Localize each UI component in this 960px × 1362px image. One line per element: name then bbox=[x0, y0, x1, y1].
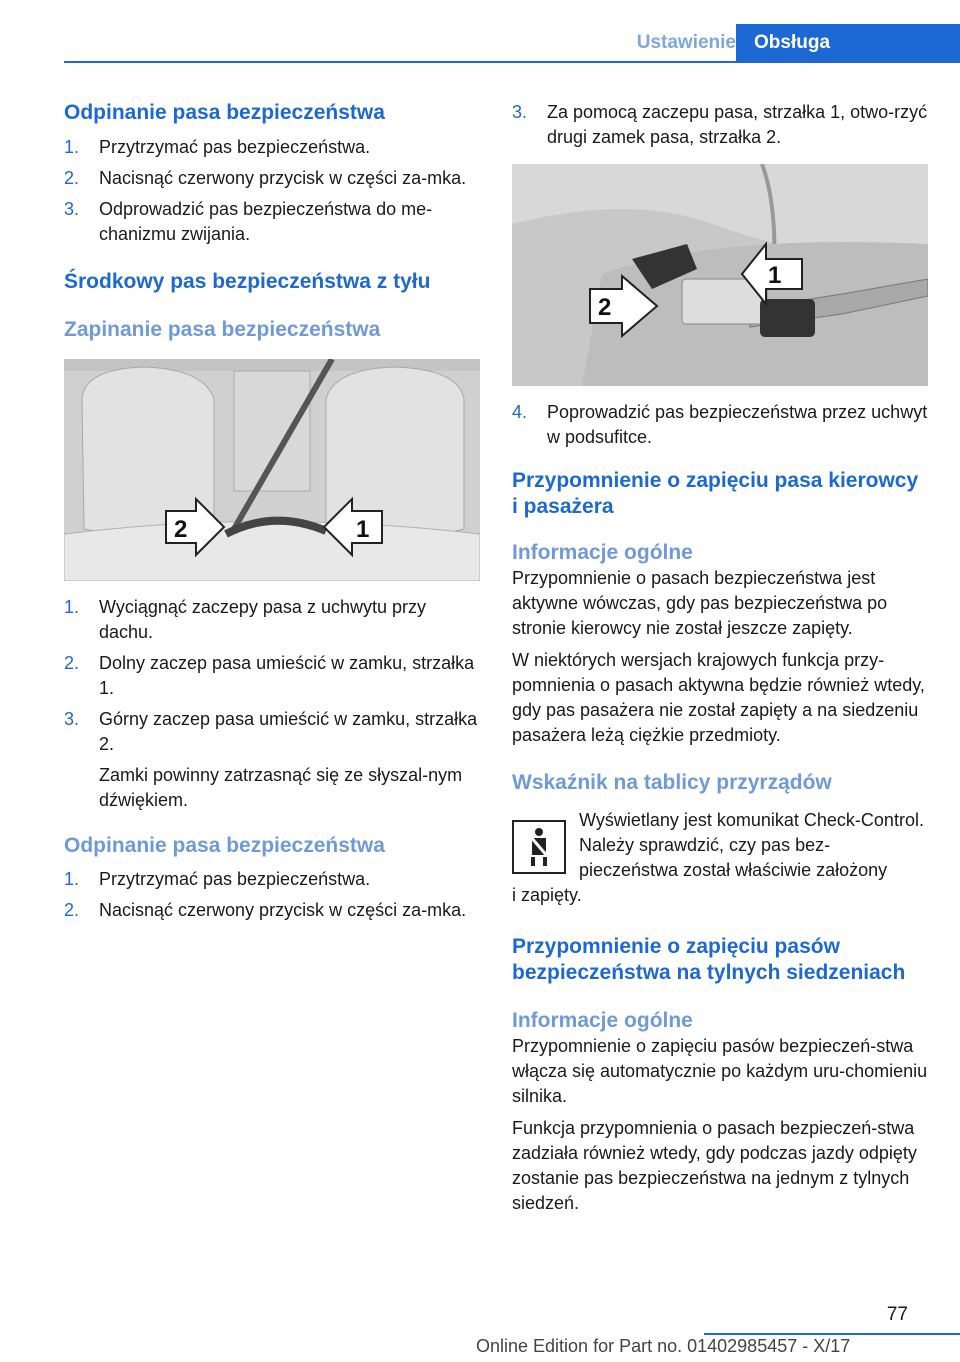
list-open-second-lock bbox=[512, 100, 928, 150]
list-buckle bbox=[64, 595, 480, 757]
list-item bbox=[512, 100, 928, 150]
list-number: 1. bbox=[64, 597, 80, 617]
list-text: Wyciągnąć zaczepy pasa z uchwytu przy dachu. bbox=[99, 597, 426, 642]
heading-unbuckle-center: Odpinanie pasa bezpieczeństwa bbox=[64, 834, 385, 857]
list-number: 2. bbox=[64, 653, 80, 673]
paragraph-rear-unbuckled: Funkcja przypomnienia o pasach bezpieczeń‐stwa zadziała również wtedy, gdy podczas jazdy odpięty zostanie pas bezpieczeństwa na jednym z tylnych siedzeń. bbox=[512, 1118, 917, 1213]
list-text: Dolny zaczep pasa umieścić w zamku, strzałka 1. bbox=[99, 653, 475, 698]
list-text: Przytrzymać pas bezpieczeństwa. bbox=[99, 137, 371, 157]
list-text: Nacisnąć czerwony przycisk w części za‐mka. bbox=[99, 900, 467, 920]
heading-general-info-rear: Informacje ogólne bbox=[512, 1009, 693, 1032]
list-route-belt bbox=[512, 400, 928, 450]
list-number: 2. bbox=[64, 900, 80, 920]
list-item bbox=[64, 135, 480, 160]
indicator-block bbox=[512, 808, 928, 908]
heading-driver-reminder: Przypomnienie o zapięciu pasa kierowcy i pasażera bbox=[512, 469, 919, 518]
list-unbuckle-center bbox=[64, 867, 480, 923]
list-item bbox=[64, 707, 480, 757]
seatbelt-warning-icon bbox=[512, 820, 566, 874]
figure-label-1: 1 bbox=[356, 516, 370, 543]
list-text: Za pomocą zaczepu pasa, strzałka 1, otwo‐rzyć drugi zamek pasa, strzałka 2. bbox=[547, 102, 928, 147]
list-item bbox=[64, 651, 480, 701]
figure-label-1: 1 bbox=[768, 262, 782, 289]
left-column bbox=[64, 100, 480, 929]
list-text: Poprowadzić pas bezpieczeństwa przez uchwyt w podsufitce. bbox=[547, 402, 928, 447]
figure-label-2: 2 bbox=[598, 294, 612, 321]
header-tab-operation: Obsługa bbox=[736, 24, 960, 62]
list-item bbox=[64, 898, 480, 923]
list-item bbox=[64, 595, 480, 645]
paragraph-country-versions: W niektórych wersjach krajowych funkcja przy‐pomnienia o pasach aktywna będzie również wtedy, gdy pas pasażera nie został zapięty a na siedzeniu pasażera leżą ciężkie przedmioty. bbox=[512, 650, 925, 745]
list-text: Nacisnąć czerwony przycisk w części za‐mka. bbox=[99, 168, 467, 188]
list-unbuckle bbox=[64, 135, 480, 247]
paragraph-check-control-end: i zapięty. bbox=[512, 885, 582, 905]
header-tab-setup: Ustawienie bbox=[636, 32, 736, 53]
list-item bbox=[64, 867, 480, 892]
heading-general-info: Informacje ogólne bbox=[512, 541, 693, 564]
list-number: 3. bbox=[64, 709, 80, 729]
list-text: Górny zaczep pasa umieścić w zamku, strzałka 2. bbox=[99, 709, 478, 754]
paragraph-check-control: Wyświetlany jest komunikat Check-Control. Należy sprawdzić, czy pas bez‐pieczeństwa został właściwie założony bbox=[579, 810, 924, 880]
heading-buckle: Zapinanie pasa bezpieczeństwa bbox=[64, 318, 381, 341]
paragraph-reminder-active: Przypomnienie o pasach bezpieczeństwa jest aktywne wówczas, gdy pas bezpieczeństwa po stronie kierowcy nie został jeszcze zapięty. bbox=[512, 568, 888, 638]
list-text: Odprowadzić pas bezpieczeństwa do me‐chanizmu zwijania. bbox=[99, 199, 433, 244]
paragraph-auto-activate: Przypomnienie o zapięciu pasów bezpieczeń‐stwa włącza się automatycznie po każdym uru‐chomieniu silnika. bbox=[512, 1036, 928, 1106]
heading-instrument-indicator: Wskaźnik na tablicy przyrządów bbox=[512, 771, 832, 794]
page-number: 77 bbox=[886, 1304, 908, 1325]
figure-second-lock bbox=[512, 164, 928, 386]
heading-rear-reminder: Przypomnienie o zapięciu pasów bezpieczeństwa na tylnych siedzeniach bbox=[512, 935, 906, 984]
heading-center-belt: Środkowy pas bezpieczeństwa z tyłu bbox=[64, 270, 431, 293]
list-number: 3. bbox=[512, 102, 528, 122]
footer-edition: Online Edition for Part no. 01402985457 - X/17 bbox=[476, 1336, 851, 1356]
list-item bbox=[64, 166, 480, 191]
list-item bbox=[64, 197, 480, 247]
right-column bbox=[512, 100, 928, 1216]
list-item bbox=[512, 400, 928, 450]
list-number: 1. bbox=[64, 137, 80, 157]
list-number: 3. bbox=[64, 199, 80, 219]
list-number: 1. bbox=[64, 869, 80, 889]
list-text: Przytrzymać pas bezpieczeństwa. bbox=[99, 869, 371, 889]
heading-unbuckle: Odpinanie pasa bezpieczeństwa bbox=[64, 101, 385, 124]
figure-rear-center-belt bbox=[64, 359, 480, 581]
list-number: 2. bbox=[64, 168, 80, 188]
note-latch: Zamki powinny zatrzasnąć się ze słyszal‐nym dźwiękiem. bbox=[99, 765, 463, 810]
header-rule bbox=[64, 61, 960, 63]
footer-rule bbox=[704, 1333, 960, 1335]
list-number: 4. bbox=[512, 402, 528, 422]
figure-label-2: 2 bbox=[174, 516, 188, 543]
